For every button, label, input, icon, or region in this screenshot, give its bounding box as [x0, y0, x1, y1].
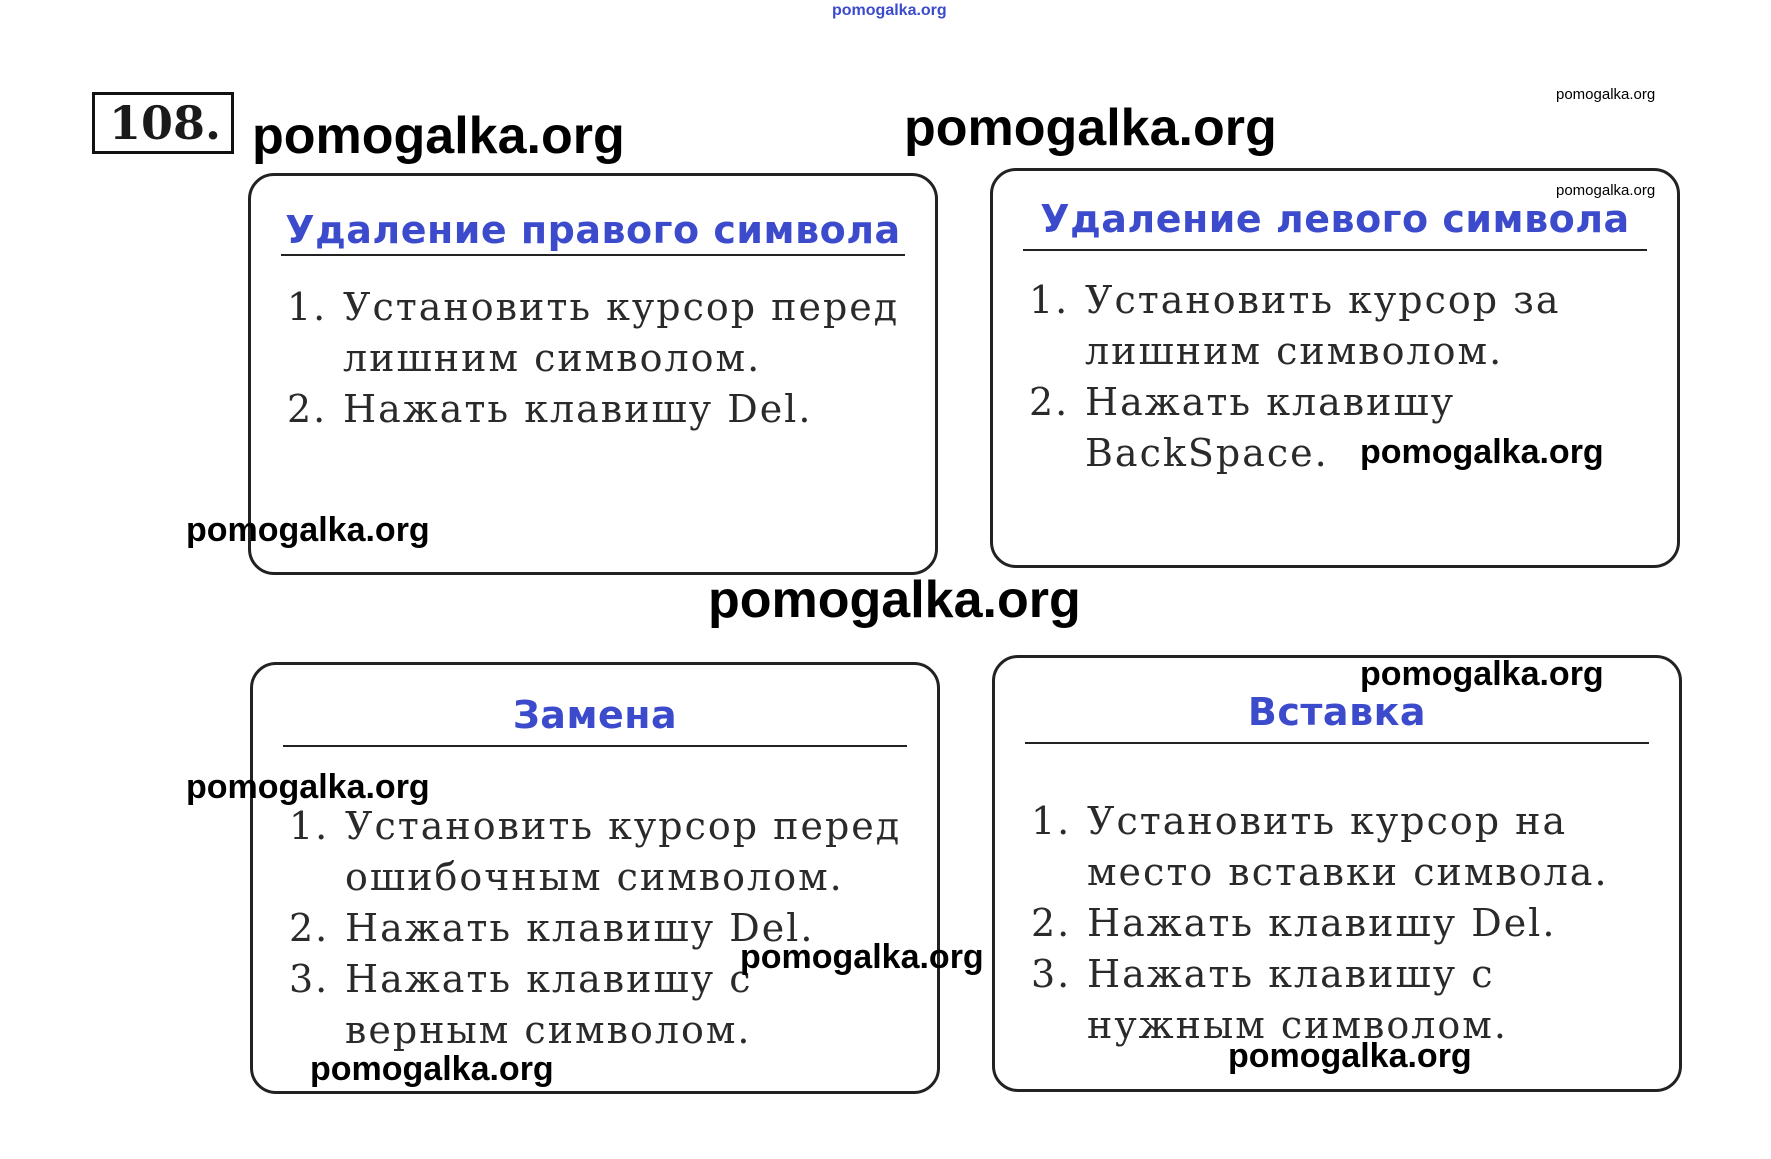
list-item: 1. Установить курсор на место вставки символа. — [1031, 799, 1609, 894]
watermark: pomogalka.org — [740, 938, 984, 976]
card-title: Удаление левого символа — [1040, 197, 1630, 241]
watermark: pomogalka.org — [1360, 655, 1604, 693]
card-delete-left — [990, 168, 1680, 568]
card-insert — [992, 655, 1682, 1092]
steps-list — [289, 801, 909, 1056]
list-item: 2. Нажать клавишу Del. — [287, 387, 813, 431]
list-item: 3. Нажать клавишу с верным символом. — [289, 957, 753, 1052]
list-item: 2. Нажать клавишу BackSpace. — [1029, 380, 1456, 475]
list-item: 1. Установить курсор перед лишним символом. — [287, 285, 900, 380]
card-divider — [281, 254, 905, 256]
watermark: pomogalka.org — [1360, 433, 1604, 471]
card-title: Вставка — [1247, 690, 1427, 734]
exercise-number: 108. — [92, 92, 234, 154]
card-divider — [1025, 742, 1649, 744]
list-item: 1. Установить курсор перед ошибочным символом. — [289, 804, 902, 899]
watermark: pomogalka.org — [310, 1050, 554, 1088]
watermark: pomogalka.org — [1556, 86, 1656, 103]
watermark: pomogalka.org — [1556, 182, 1656, 199]
list-item: 1. Установить курсор за лишним символом. — [1029, 278, 1561, 373]
steps-list — [1031, 796, 1631, 1051]
watermark: pomogalka.org — [186, 768, 430, 806]
steps-list — [287, 282, 907, 435]
watermark: pomogalka.org — [1228, 1037, 1472, 1075]
watermark: pomogalka.org — [904, 99, 1277, 157]
watermark: pomogalka.org — [252, 107, 625, 165]
list-item: 3. Нажать клавишу с нужным символом. — [1031, 952, 1508, 1047]
list-item: 2. Нажать клавишу Del. — [1031, 901, 1557, 945]
card-divider — [1023, 249, 1647, 251]
watermark: pomogalka.org — [708, 571, 1081, 629]
card-title: Удаление правого символа — [285, 208, 901, 252]
watermark-top: pomogalka.org — [832, 2, 947, 19]
card-replace — [250, 662, 940, 1094]
card-divider — [283, 745, 907, 747]
card-title: Замена — [512, 693, 678, 737]
watermark: pomogalka.org — [186, 511, 430, 549]
list-item: 2. Нажать клавишу Del. — [289, 906, 815, 950]
